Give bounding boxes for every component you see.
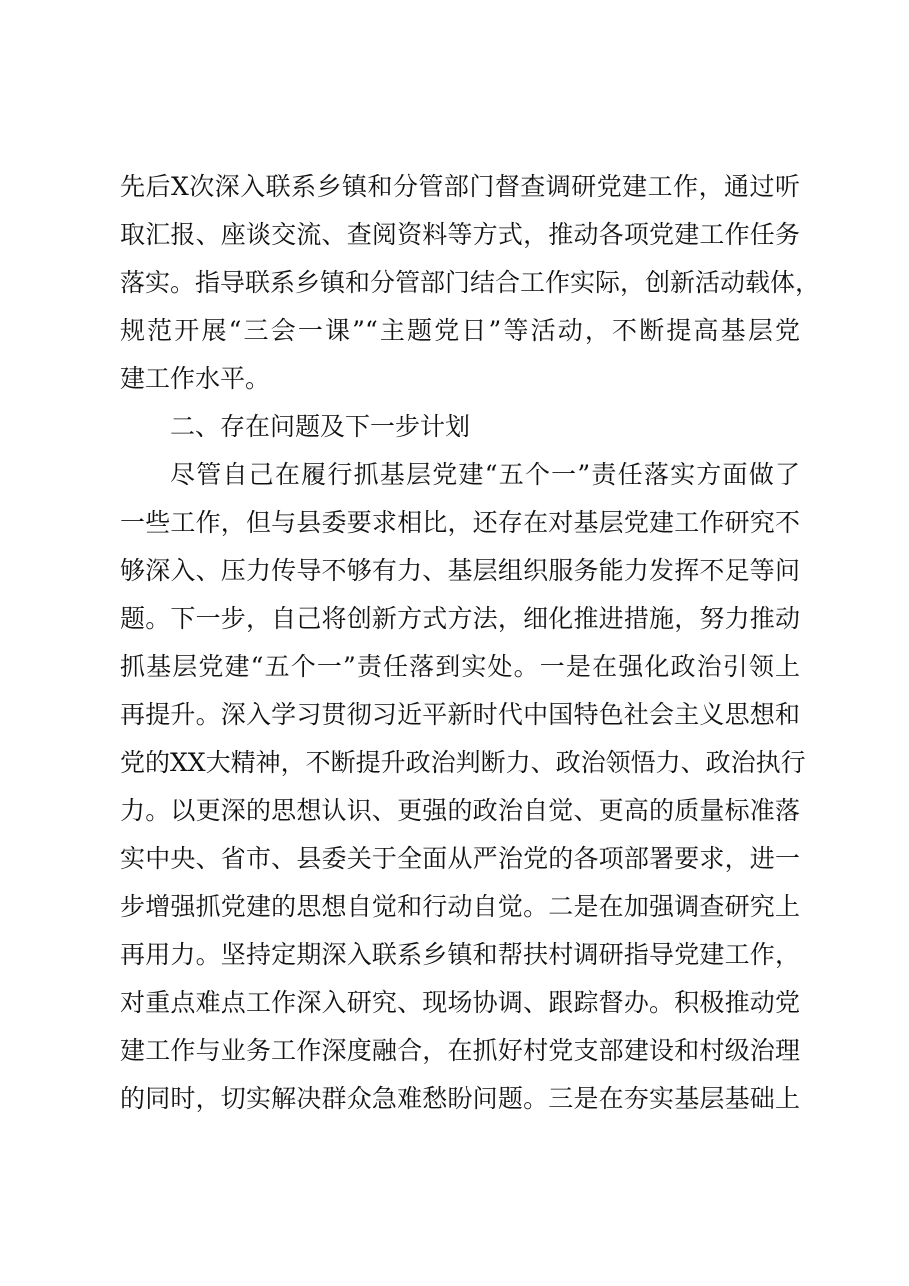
text-line: 再用力。坚持定期深入联系乡镇和帮扶村调研指导党建工作， <box>120 940 800 969</box>
paragraph-work-summary <box>120 163 821 403</box>
text-line: 题。下一步，自己将创新方式方法，细化推进措施，努力推动 <box>120 604 800 633</box>
text-line: 先后X次深入联系乡镇和分管部门督查调研党建工作，通过听 <box>120 172 800 201</box>
text-line: 够深入、压力传导不够有力、基层组织服务能力发挥不足等问 <box>120 556 800 585</box>
section-heading: 二、存在问题及下一步计划 <box>170 412 471 441</box>
paragraph-problems-and-plan <box>120 451 806 1123</box>
text-line: 对重点难点工作深入研究、现场协调、跟踪督办。积极推动党 <box>120 988 800 1017</box>
text-line: 的同时，切实解决群众急难愁盼问题。三是在夯实基层基础上 <box>120 1084 800 1113</box>
text-line: 步增强抓党建的思想自觉和行动自觉。二是在加强调查研究上 <box>120 892 800 921</box>
text-line: 规范开展“三会一课”“主题党日”等活动，不断提高基层党 <box>120 316 800 345</box>
text-line: 实中央、省市、县委关于全面从严治党的各项部署要求，进一 <box>120 844 800 873</box>
text-line: 落实。指导联系乡镇和分管部门结合工作实际，创新活动载体， <box>120 268 821 297</box>
text-line: 力。以更深的思想认识、更强的政治自觉、更高的质量标准落 <box>120 796 800 825</box>
text-line: 再提升。深入学习贯彻习近平新时代中国特色社会主义思想和 <box>120 700 800 729</box>
text-line: 建工作与业务工作深度融合，在抓好村党支部建设和村级治理 <box>120 1036 800 1065</box>
text-line: 建工作水平。 <box>120 364 271 393</box>
text-line: 党的XX大精神，不断提升政治判断力、政治领悟力、政治执行 <box>120 748 806 777</box>
document-body <box>120 163 821 1123</box>
text-line: 抓基层党建“五个一”责任落到实处。一是在强化政治引领上 <box>120 652 800 681</box>
text-line: 取汇报、座谈交流、查阅资料等方式，推动各项党建工作任务 <box>120 220 800 249</box>
text-line: 尽管自己在履行抓基层党建“五个一”责任落实方面做了 <box>170 460 800 489</box>
text-line: 一些工作，但与县委要求相比，还存在对基层党建工作研究不 <box>120 508 800 537</box>
